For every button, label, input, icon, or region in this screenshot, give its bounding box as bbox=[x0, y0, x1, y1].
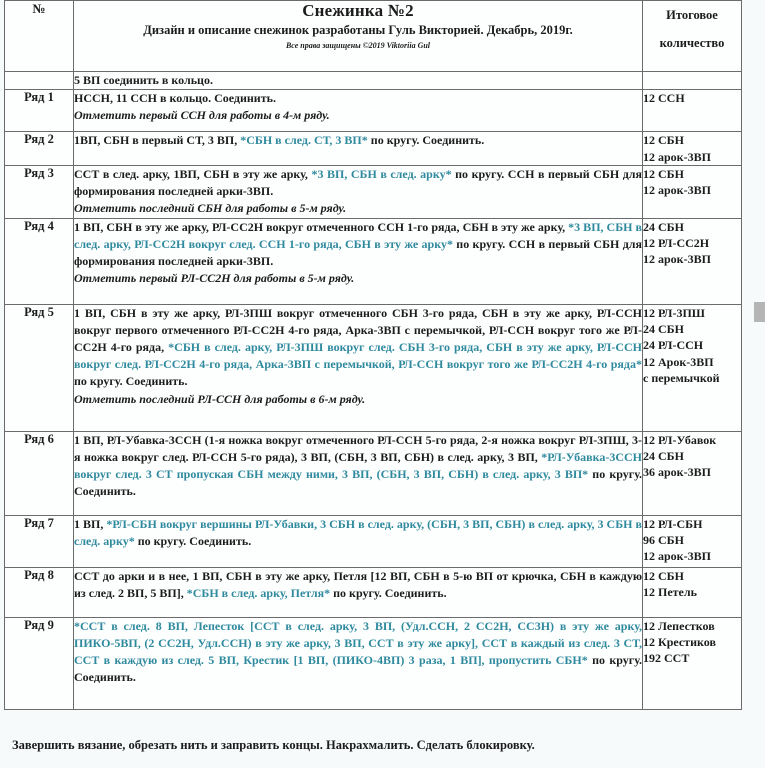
repeat-instruction: *3 ВП, СБН в след. арку, РЛ-СС2Н вокруг след. ССН 1-го ряда, СБН в эту же арку* bbox=[74, 219, 642, 251]
repeat-instruction: *ССТ в след. 8 ВП, Лепесток [ССТ в след. арку, 3 ВП, (Удл.ССН, 2 СС2Н, СС3Н) в эту же арку, ПИКО-5ВП, (2 СС2Н, Удл.ССН) в эту же арку, 3 ВП, ССТ в эту же арку], ССТ в каждый из след. 3 СТ, ССТ в каждую из след. 5 ВП, Крестик [1 ВП, (ПИКО-4ВП) 3 раза, 1 ВП], пропустить СБН* bbox=[74, 618, 642, 668]
copyright-notice: Все права защищены ©2019 Viktoriia Gul bbox=[285, 41, 431, 50]
row-label: Ряд 2 bbox=[5, 132, 74, 166]
row-instructions bbox=[74, 617, 643, 709]
table-row bbox=[5, 567, 742, 617]
total-item: 192 ССТ bbox=[643, 651, 690, 666]
instruction-text: по кругу. Соединить. bbox=[74, 653, 643, 685]
row-instructions bbox=[74, 515, 643, 567]
row-note: Отметить последний СБН для работы в 5-м ряду. bbox=[74, 201, 347, 216]
row-label: Ряд 8 bbox=[5, 567, 74, 617]
row-totals bbox=[643, 515, 742, 567]
total-item: 24 СБН bbox=[643, 322, 684, 337]
total-item: 12 арок-3ВП bbox=[643, 252, 711, 267]
table-row bbox=[5, 132, 742, 166]
row-instructions bbox=[74, 567, 643, 617]
repeat-instruction: *СБН в след. арку, Петля* bbox=[186, 585, 331, 600]
instruction-text: 1 ВП, СБН в эту же арку, РЛ-3ПШ вокруг отмеченного СБН 3-го ряда, СБН в эту же арку, РЛ-ССН вокруг первого отмеченного РЛ-СС2Н 4-го ряда, Арка-3ВП с перемычкой, РЛ-ССН вокруг того же РЛ-СС2Н 4-го ряда, bbox=[74, 305, 642, 355]
row-note: Отметить первый РЛ-СС2Н для работы в 5-м ряду. bbox=[74, 271, 355, 286]
table-row bbox=[5, 304, 742, 431]
table-row bbox=[5, 515, 742, 567]
table-header-row bbox=[5, 1, 742, 72]
instruction-text: 1ВП, СБН в первый СТ, 3 ВП, bbox=[74, 133, 241, 148]
row-totals bbox=[643, 617, 742, 709]
row-totals bbox=[643, 218, 742, 304]
intro-label bbox=[5, 72, 74, 90]
column-header-description bbox=[74, 1, 643, 72]
row-totals bbox=[643, 166, 742, 219]
row-instructions bbox=[74, 90, 643, 132]
total-item: 12 Петель bbox=[643, 585, 697, 600]
total-item: 12 РЛ-3ПШ bbox=[643, 305, 705, 320]
row-label: Ряд 4 bbox=[5, 218, 74, 304]
row-instructions bbox=[74, 304, 643, 431]
scrollbar-thumb[interactable] bbox=[754, 302, 765, 322]
instruction-text: 1 ВП, РЛ-Убавка-3ССН (1-я ножка вокруг отмеченного РЛ-ССН 5-го ряда, 2-я ножка вокруг РЛ-3ПШ, 3-я ножка вокруг след. РЛ-ССН 5-го ряда), 3 ВП, (СБН, 3 ВП, СБН) в след. арку, 3 ВП, bbox=[74, 432, 642, 464]
instruction-text: по кругу. ССН в первый СБН для формирования последней арки-3ВП. bbox=[74, 236, 642, 269]
row-label: Ряд 7 bbox=[5, 515, 74, 567]
row-note: Отметить последний РЛ-ССН для работы в 6-м ряду. bbox=[74, 391, 366, 406]
instruction-text: ССТ до арки и в нее, 1 ВП, СБН в эту же арку, Петля [12 ВП, СБН в 5-ю ВП от крючка, СБН в каждую из след. 2 ВП, 5 ВП], bbox=[74, 568, 642, 600]
pattern-table bbox=[4, 0, 742, 710]
repeat-instruction: *СБН в след. арку, РЛ-3ПШ вокруг след. СБН 3-го ряда, СБН в эту же арку, РЛ-ССН вокруг след. РЛ-СС2Н 4-го ряда, Арка-3ВП с перемычкой, РЛ-ССН вокруг того же РЛ-СС2Н 4-го ряда* bbox=[74, 340, 642, 372]
instruction-text: по кругу. Соединить. bbox=[74, 467, 642, 499]
total-item: с перемычкой bbox=[643, 371, 720, 386]
row-label: Ряд 5 bbox=[5, 304, 74, 431]
repeat-instruction: *РЛ-СБН вокруг вершины РЛ-Убавки, 3 СБН в след. арку, (СБН, 3 ВП, СБН) в след. арку, 3 СБН в след. арку* bbox=[74, 516, 642, 548]
instruction-text: по кругу. ССН в первый СБН для формирования последней арки-3ВП. bbox=[74, 167, 643, 199]
total-item: 12 арок-3ВП bbox=[643, 149, 711, 164]
row-note: Отметить первый ССН для работы в 4-м ряду. bbox=[74, 108, 330, 123]
total-item: 12 арок-3ВП bbox=[643, 183, 711, 198]
total-item: 96 СБН bbox=[643, 533, 684, 548]
instruction-text: НССН, 11 ССН в кольцо. Соединить. bbox=[74, 91, 276, 106]
total-label-line1: Итоговое bbox=[666, 8, 718, 22]
table-row bbox=[5, 431, 742, 515]
total-item: 12 СБН bbox=[643, 167, 684, 182]
instruction-text: по кругу. Соединить. bbox=[330, 585, 447, 600]
table-row bbox=[5, 617, 742, 709]
total-item: 12 ССН bbox=[643, 91, 685, 106]
total-item: 12 РЛ-СБН bbox=[643, 516, 703, 531]
row-instructions bbox=[74, 132, 643, 166]
repeat-instruction: *СБН в след. СТ, 3 ВП* bbox=[240, 133, 368, 148]
row-totals bbox=[643, 90, 742, 132]
row-totals bbox=[643, 567, 742, 617]
total-item: 24 СБН bbox=[643, 449, 684, 464]
row-label: Ряд 3 bbox=[5, 166, 74, 219]
row-totals bbox=[643, 132, 742, 166]
row-label: Ряд 1 bbox=[5, 90, 74, 132]
row-instructions bbox=[74, 166, 643, 219]
table-row bbox=[5, 218, 742, 304]
instruction-text: по кругу. Соединить. bbox=[74, 374, 188, 389]
instruction-text: 1 ВП, bbox=[74, 516, 107, 531]
repeat-instruction: *3 ВП, СБН в след. арку* bbox=[311, 167, 452, 182]
intro-total bbox=[643, 72, 742, 90]
column-header-number: № bbox=[5, 1, 74, 72]
total-item: 12 СБН bbox=[643, 133, 684, 148]
table-row bbox=[5, 90, 742, 132]
total-item: 12 РЛ-СС2Н bbox=[643, 236, 710, 251]
total-item: 12 Лепестков bbox=[643, 618, 715, 633]
row-totals bbox=[643, 304, 742, 431]
intro-row bbox=[5, 72, 742, 90]
row-totals bbox=[643, 431, 742, 515]
pattern-page bbox=[4, 0, 741, 710]
instruction-text: по кругу. Соединить. bbox=[367, 133, 485, 148]
total-item: 36 арок-3ВП bbox=[643, 465, 711, 480]
instruction-text: 1 ВП, СБН в эту же арку, РЛ-СС2Н вокруг отмеченного ССН 1-го ряда, СБН в эту же арку, bbox=[74, 219, 569, 234]
row-label: Ряд 6 bbox=[5, 431, 74, 515]
table-row bbox=[5, 166, 742, 219]
page-title: Снежинка №2 bbox=[302, 1, 414, 20]
row-instructions bbox=[74, 431, 643, 515]
total-item: 12 Арок-3ВП bbox=[643, 354, 714, 369]
total-item: 24 РЛ-ССН bbox=[643, 338, 704, 353]
total-label-line2: количество bbox=[659, 36, 725, 50]
instruction-text: по кругу. Соединить. bbox=[134, 533, 252, 548]
total-item: 12 РЛ-Убавок bbox=[643, 432, 717, 447]
row-instructions bbox=[74, 218, 643, 304]
footer-text: Завершить вязание, обрезать нить и заправить концы. Накрахмалить. Сделать блокировку. bbox=[12, 738, 535, 752]
row-label: Ряд 9 bbox=[5, 617, 74, 709]
instruction-text: ССТ в след. арку, 1ВП, СБН в эту же арку, bbox=[74, 167, 312, 182]
total-item: 12 Крестиков bbox=[643, 635, 716, 650]
page-subtitle: Дизайн и описание снежинок разработаны Гуль Викторией. Декабрь, 2019г. bbox=[143, 23, 573, 37]
column-header-total bbox=[643, 1, 742, 72]
intro-text: 5 ВП соединить в кольцо. bbox=[74, 72, 643, 90]
total-item: 12 арок-3ВП bbox=[643, 549, 711, 564]
repeat-instruction: *РЛ-Убавка-3ССН вокруг след. 3 СТ пропуская СБН между ними, 3 ВП, (СБН, 3 ВП, СБН) в след. арку, 3 ВП* bbox=[74, 449, 642, 482]
total-item: 12 СБН bbox=[643, 568, 684, 583]
total-item: 24 СБН bbox=[643, 219, 684, 234]
